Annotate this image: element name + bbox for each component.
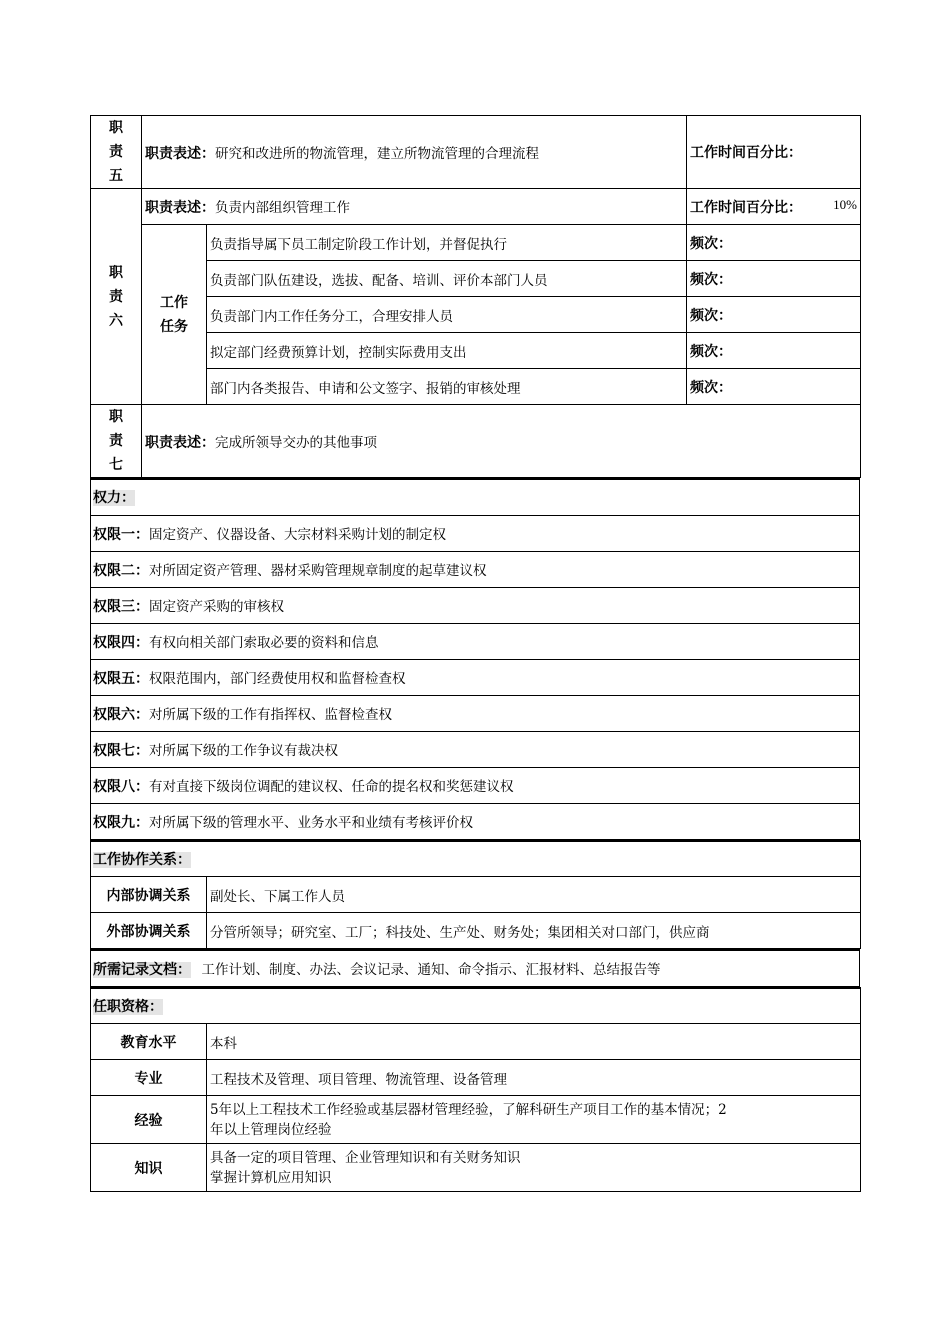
duty5-title: 职 责 五 [91,116,142,189]
task-text: 拟定部门经费预算计划，控制实际费用支出 [207,333,687,369]
duty6-row [91,189,861,225]
authority-table [90,478,860,840]
authority-row [91,551,860,587]
task-row [91,261,861,297]
time-label: 工作时间百分比： [690,145,802,161]
experience-label: 经验 [91,1096,207,1144]
task-row [91,225,861,261]
authority-text: 对所属下级的工作争议有裁决权 [149,742,338,759]
authority-label: 权限五： [93,670,149,687]
duty-text: 完成所领导交办的其他事项 [215,434,377,451]
duty-label: 职责表述： [145,145,215,162]
knowledge-label: 知识 [91,1144,207,1192]
frequency-label: 频次： [687,297,861,333]
knowledge-text [207,1144,861,1192]
duty6-time [687,189,861,225]
experience-row [91,1096,861,1144]
duty-label: 职责表述： [145,200,215,216]
education-label: 教育水平 [91,1024,207,1060]
authority-label: 权限四： [93,634,149,651]
authority-label: 权限三： [93,598,149,615]
authority-text: 固定资产、仪器设备、大宗材料采购计划的制定权 [149,526,446,543]
education-row [91,1024,861,1060]
education-text: 本科 [207,1024,861,1060]
authority-label: 权限二： [93,562,149,579]
internal-relation-label: 内部协调关系 [91,877,207,913]
cooperation-header-row [91,841,861,877]
duty5-row [91,116,861,189]
duties-table [90,115,861,478]
authority-row [91,803,860,839]
major-text: 工程技术及管理、项目管理、物流管理、设备管理 [207,1060,861,1096]
major-row [91,1060,861,1096]
records-text: 工作计划、制度、办法、会议记录、通知、命令指示、汇报材料、总结报告等 [201,961,661,978]
task-text: 部门内各类报告、申请和公文签字、报销的审核处理 [207,369,687,405]
duty7-row [91,405,861,478]
duty6-title: 职 责 六 [91,189,142,405]
cooperation-header: 工作协作关系： [93,851,191,868]
time-label: 工作时间百分比： [690,199,802,216]
authority-label: 权限八： [93,778,149,795]
frequency-label: 频次： [687,225,861,261]
external-relation-label: 外部协调关系 [91,913,207,949]
authority-row [91,587,860,623]
authority-label: 权限一： [93,526,149,543]
duty5-time [687,116,861,189]
duty-label: 职责表述： [145,434,215,451]
authority-label: 权限六： [93,706,149,723]
time-value: 10% [833,196,857,212]
task-row [91,369,861,405]
authority-header-row [91,479,860,515]
authority-text: 有权向相关部门索取必要的资料和信息 [149,634,379,651]
task-text: 负责指导属下员工制定阶段工作计划，并督促执行 [207,225,687,261]
authority-row [91,767,860,803]
duty6-description [142,189,687,225]
frequency-label: 频次： [687,369,861,405]
authority-row [91,695,860,731]
authority-label: 权限七： [93,742,149,759]
task-text: 负责部门队伍建设，选拔、配备、培训、评价本部门人员 [207,261,687,297]
internal-relation-row [91,877,861,913]
duty5-description [142,116,687,189]
job-description-document [90,115,860,1192]
authority-text: 对所属下级的工作有指挥权、监督检查权 [149,706,392,723]
external-relation-row [91,913,861,949]
knowledge-row [91,1144,861,1192]
duty7-description [142,405,861,478]
task-row [91,297,861,333]
task-label: 工作 任务 [142,225,207,405]
internal-relation-text: 副处长、下属工作人员 [207,877,861,913]
records-label: 所需记录文档： [93,961,191,978]
duty7-title: 职 责 七 [91,405,142,478]
authority-row [91,731,860,767]
external-relation-text: 分管所领导；研究室、工厂；科技处、生产处、财务处；集团相关对口部门，供应商 [207,913,861,949]
frequency-label: 频次： [687,261,861,297]
authority-text: 对所属下级的管理水平、业务水平和业绩有考核评价权 [149,814,473,831]
frequency-label: 频次： [687,333,861,369]
authority-row [91,659,860,695]
authority-text: 权限范围内，部门经费使用权和监督检查权 [149,670,406,687]
major-label: 专业 [91,1060,207,1096]
records-table [90,949,860,987]
qualification-header-row [91,988,861,1024]
qualification-header: 任职资格： [93,998,163,1015]
knowledge-line: 具备一定的项目管理、企业管理知识和有关财务知识 [210,1149,521,1166]
task-row [91,333,861,369]
authority-text: 有对直接下级岗位调配的建议权、任命的提名权和奖惩建议权 [149,778,514,795]
duty-text: 负责内部组织管理工作 [215,200,350,216]
experience-line: 5年以上工程技术工作经验或基层器材管理经验，了解科研生产项目工作的基本情况；2 [210,1101,727,1118]
authority-row [91,515,860,551]
authority-text: 对所固定资产管理、器材采购管理规章制度的起草建议权 [149,562,487,579]
qualification-table [90,987,861,1193]
experience-line: 年以上管理岗位经验 [210,1121,332,1138]
task-text: 负责部门内工作任务分工，合理安排人员 [207,297,687,333]
knowledge-line: 掌握计算机应用知识 [210,1169,332,1186]
authority-text: 固定资产采购的审核权 [149,598,284,615]
duty-text: 研究和改进所的物流管理，建立所物流管理的合理流程 [215,145,539,162]
authority-label: 权限九： [93,814,149,831]
authority-header: 权力： [93,490,135,507]
records-row [91,950,860,986]
cooperation-table [90,840,861,950]
experience-text [207,1096,861,1144]
authority-row [91,623,860,659]
